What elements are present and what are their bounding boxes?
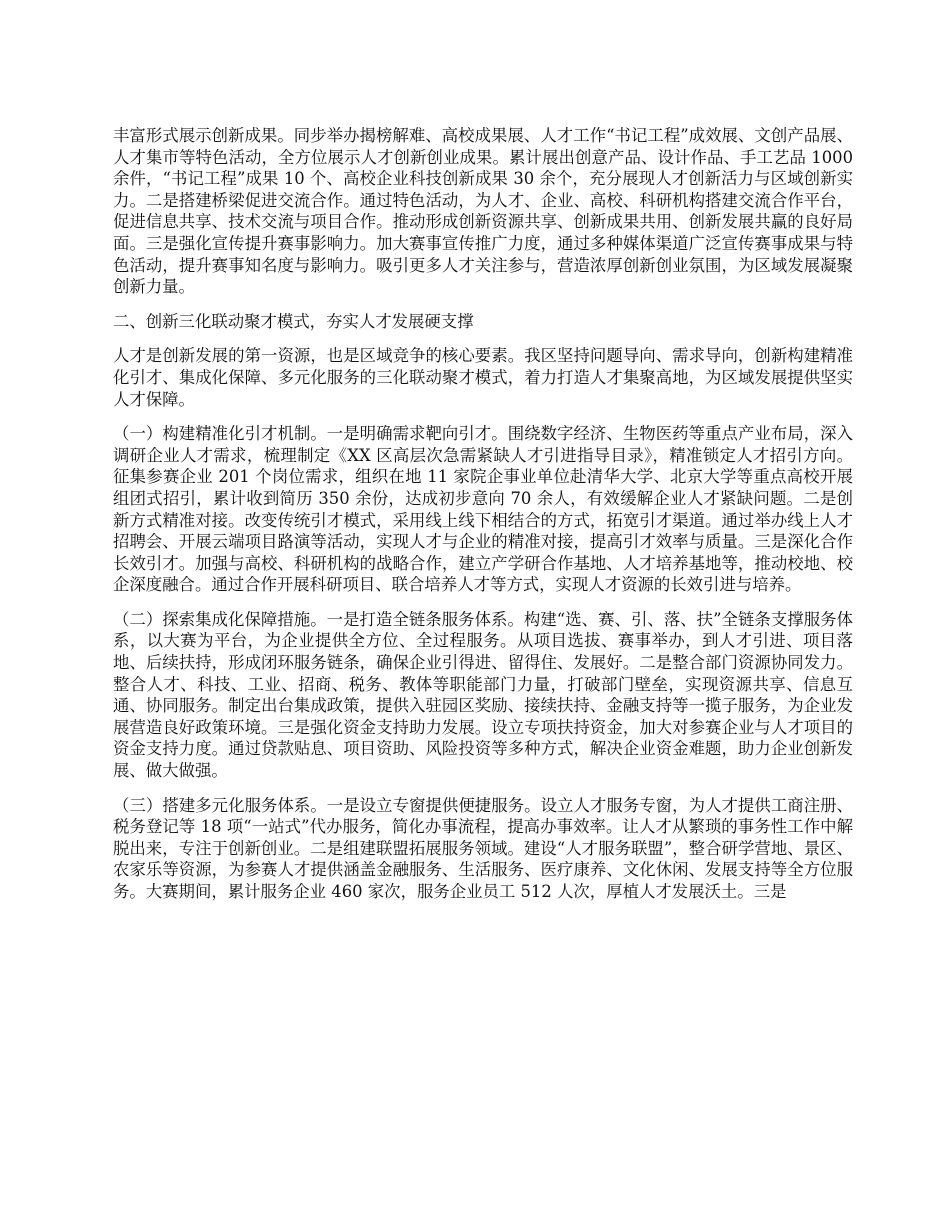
paragraph-diversified-service: （三）搭建多元化服务体系。一是设立专窗提供便捷服务。设立人才服务专窗，为人才提供工商注册、税务登记等 18 项“一站式”代办服务，简化办事流程，提高办事效率。让人才从繁琐的事务性工作中解脱出来，专注于创新创业。二是组建联盟拓展服务领域。建设“人才服务联盟”，整合研学营地、景区、农家乐等资源，为参赛人才提供涵盖金融服务、生活服务、医疗康养、文化休闲、发展支持等全方位服务。大赛期间，累计服务企业 460 家次，服务企业员工 512 人次，厚植人才发展沃土。三是 <box>113 795 853 901</box>
paragraph-exhibition-results: 丰富形式展示创新成果。同步举办揭榜解难、高校成果展、人才工作“书记工程”成效展、文创产品展、人才集市等特色活动，全方位展示人才创新创业成果。累计展出创意产品、设计作品、手工艺品 1000 余件，“书记工程”成果 10 个、高校企业科技创新成果 30 余个，充分展现人才创新活力与区域创新实力。二是搭建桥梁促进交流合作。通过特色活动，为人才、企业、高校、科研机构搭建交流合作平台，促进信息共享、技术交流与项目合作。推动形成创新资源共享、创新成果共用、创新发展共赢的良好局面。三是强化宣传提升赛事影响力。加大赛事宣传推广力度，通过多种媒体渠道广泛宣传赛事成果与特色活动，提升赛事知名度与影响力。吸引更多人才关注参与，营造浓厚创新创业氛围，为区域发展凝聚创新力量。 <box>113 126 853 297</box>
paragraph-talent-intro: 人才是创新发展的第一资源，也是区域竞争的核心要素。我区坚持问题导向、需求导向，创新构建精准化引才、集成化保障、多元化服务的三化联动聚才模式，着力打造人才集聚高地，为区域发展提供坚实人才保障。 <box>113 346 853 409</box>
document-page <box>113 125 853 916</box>
paragraph-precise-recruitment: （一）构建精准化引才机制。一是明确需求靶向引才。围绕数字经济、生物医药等重点产业布局，深入调研企业人才需求，梳理制定《XX 区高层次急需紧缺人才引进指导目录》，精准锁定人才招引方向。征集参赛企业 201 个岗位需求，组织在地 11 家院企事业单位赴清华大学、北京大学等重点高校开展组团式招引，累计收到简历 350 余份，达成初步意向 70 余人，有效缓解企业人才紧缺问题。二是创新方式精准对接。改变传统引才模式，采用线上线下相结合的方式，拓宽引才渠道。通过举办线上人才招聘会、开展云端项目路演等活动，实现人才与企业的精准对接，提高引才效率与质量。三是深化合作长效引才。加强与高校、科研机构的战略合作，建立产学研合作基地、人才培养基地等，推动校地、校企深度融合。通过合作开展科研项目、联合培养人才等方式，实现人才资源的长效引进与培养。 <box>113 424 853 595</box>
paragraph-integrated-support: （二）探索集成化保障措施。一是打造全链条服务体系。构建“选、赛、引、落、扶”全链条支撑服务体系，以大赛为平台，为企业提供全方位、全过程服务。从项目选拔、赛事举办，到人才引进、项目落地、后续扶持，形成闭环服务链条，确保企业引得进、留得住、发展好。二是整合部门资源协同发力。整合人才、科技、工业、招商、税务、教体等职能部门力量，打破部门壁垒，实现资源共享、信息互通、协同服务。制定出台集成政策，提供入驻园区奖励、接续扶持、金融支持等一揽子服务，为企业发展营造良好政策环境。三是强化资金支持助力发展。设立专项扶持资金，加大对参赛企业与人才项目的资金支持力度。通过贷款贴息、项目资助、风险投资等多种方式，解决企业资金难题，助力企业创新发展、做大做强。 <box>113 609 853 781</box>
section-heading-talent-model: 二、创新三化联动聚才模式，夯实人才发展硬支撑 <box>113 311 474 331</box>
